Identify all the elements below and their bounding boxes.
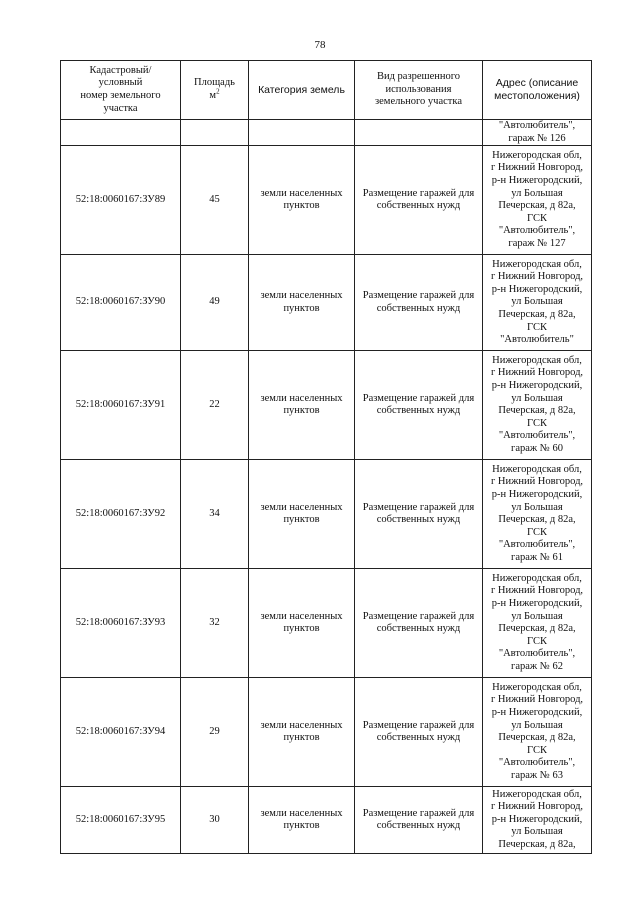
table-row — [61, 255, 592, 351]
permitted-use-cell: Размещение гаражей для собственных нужд — [355, 787, 483, 854]
land-category-cell: земли населенных пунктов — [249, 787, 355, 854]
land-category-cell: земли населенных пунктов — [249, 146, 355, 255]
address-cell: Нижегородская обл, г Нижний Новгород, р-н Нижегородский, ул Большая Печерская, д 82а, — [483, 787, 592, 854]
permitted-use-cell: Размещение гаражей для собственных нужд — [355, 146, 483, 255]
table-row — [61, 569, 592, 678]
area-cell: 32 — [181, 569, 249, 678]
table-row — [61, 678, 592, 787]
land-category-cell: земли населенных пунктов — [249, 255, 355, 351]
area-cell: 30 — [181, 787, 249, 854]
header-category: Категория земель — [249, 61, 355, 120]
cadastral-number-cell: 52:18:0060167:ЗУ90 — [61, 255, 181, 351]
permitted-use-cell: Размещение гаражей для собственных нужд — [355, 569, 483, 678]
address-cell: Нижегородская обл, г Нижний Новгород, р-н Нижегородский, ул Большая Печерская, д 82а, ГСК "Автолюбитель", гараж № 60 — [483, 351, 592, 460]
area-cell: 34 — [181, 460, 249, 569]
table-row — [61, 351, 592, 460]
permitted-use-cell: Размещение гаражей для собственных нужд — [355, 678, 483, 787]
permitted-use-cell: Размещение гаражей для собственных нужд — [355, 255, 483, 351]
land-category-cell: земли населенных пунктов — [249, 351, 355, 460]
header-row — [61, 61, 592, 120]
header-cadastral: Кадастровый/ условный номер земельного участка — [61, 61, 181, 120]
header-address: Адрес (описание местоположения) — [483, 61, 592, 120]
cadastral-number-cell: 52:18:0060167:ЗУ89 — [61, 146, 181, 255]
address-cell: Нижегородская обл, г Нижний Новгород, р-н Нижегородский, ул Большая Печерская, д 82а, ГСК "Автолюбитель" — [483, 255, 592, 351]
table-row — [61, 460, 592, 569]
header-area: Площадь $м^2$ — [181, 61, 249, 120]
land-plots-table — [60, 60, 592, 854]
address-cell: Нижегородская обл, г Нижний Новгород, р-н Нижегородский, ул Большая Печерская, д 82а, ГСК "Автолюбитель", гараж № 127 — [483, 146, 592, 255]
continuation-address: "Автолюбитель", гараж № 126 — [483, 120, 592, 146]
continuation-area — [181, 120, 249, 146]
header-use: Вид разрешенного использования земельного участка — [355, 61, 483, 120]
cadastral-number-cell: 52:18:0060167:ЗУ94 — [61, 678, 181, 787]
table-row — [61, 146, 592, 255]
continuation-use — [355, 120, 483, 146]
continuation-row — [61, 120, 592, 146]
land-category-cell: земли населенных пунктов — [249, 678, 355, 787]
address-cell: Нижегородская обл, г Нижний Новгород, р-н Нижегородский, ул Большая Печерская, д 82а, ГСК "Автолюбитель", гараж № 61 — [483, 460, 592, 569]
area-cell: 22 — [181, 351, 249, 460]
cadastral-number-cell: 52:18:0060167:ЗУ92 — [61, 460, 181, 569]
land-category-cell: земли населенных пунктов — [249, 569, 355, 678]
permitted-use-cell: Размещение гаражей для собственных нужд — [355, 460, 483, 569]
area-cell: 29 — [181, 678, 249, 787]
permitted-use-cell: Размещение гаражей для собственных нужд — [355, 351, 483, 460]
area-cell: 45 — [181, 146, 249, 255]
address-cell: Нижегородская обл, г Нижний Новгород, р-н Нижегородский, ул Большая Печерская, д 82а, ГСК "Автолюбитель", гараж № 63 — [483, 678, 592, 787]
continuation-category — [249, 120, 355, 146]
land-category-cell: земли населенных пунктов — [249, 460, 355, 569]
area-cell: 49 — [181, 255, 249, 351]
cadastral-number-cell: 52:18:0060167:ЗУ95 — [61, 787, 181, 854]
table-row — [61, 787, 592, 854]
continuation-cadastral — [61, 120, 181, 146]
page-number: 78 — [314, 39, 326, 51]
cadastral-number-cell: 52:18:0060167:ЗУ91 — [61, 351, 181, 460]
address-cell: Нижегородская обл, г Нижний Новгород, р-н Нижегородский, ул Большая Печерская, д 82а, ГСК "Автолюбитель", гараж № 62 — [483, 569, 592, 678]
cadastral-number-cell: 52:18:0060167:ЗУ93 — [61, 569, 181, 678]
